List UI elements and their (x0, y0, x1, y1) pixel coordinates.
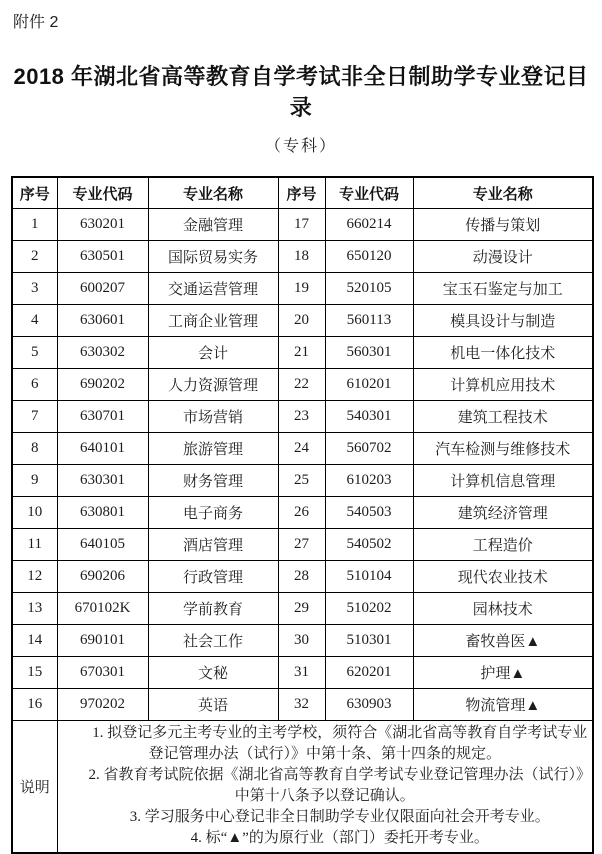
major-code: 690206 (57, 561, 148, 593)
row-number: 2 (12, 241, 57, 273)
major-name: 宝玉石鉴定与加工 (413, 273, 593, 305)
major-code: 610203 (325, 465, 413, 497)
major-name: 行政管理 (148, 561, 278, 593)
table-body (12, 209, 593, 721)
major-name: 财务管理 (148, 465, 278, 497)
notes-label: 说明 (12, 721, 57, 853)
table-row (12, 529, 593, 561)
major-code: 690202 (57, 369, 148, 401)
major-code: 630301 (57, 465, 148, 497)
major-name: 畜牧兽医▲ (413, 625, 593, 657)
row-number: 32 (278, 689, 325, 721)
table-row (12, 657, 593, 689)
row-number: 10 (12, 497, 57, 529)
major-name: 人力资源管理 (148, 369, 278, 401)
row-number: 7 (12, 401, 57, 433)
row-number: 15 (12, 657, 57, 689)
table-row (12, 369, 593, 401)
major-code: 600207 (57, 273, 148, 305)
major-code: 610201 (325, 369, 413, 401)
major-code: 660214 (325, 209, 413, 241)
major-name: 社会工作 (148, 625, 278, 657)
major-name: 计算机应用技术 (413, 369, 593, 401)
row-number: 14 (12, 625, 57, 657)
note-line: 4. 标“▲”的为原行业（部门）委托开考专业。 (190, 830, 489, 847)
header-serial-left: 序号 (12, 177, 57, 209)
major-name: 模具设计与制造 (413, 305, 593, 337)
table-row (12, 625, 593, 657)
notes-row (12, 721, 593, 853)
table-row (12, 273, 593, 305)
table-header-row (12, 177, 593, 209)
major-code: 540503 (325, 497, 413, 529)
major-code: 510104 (325, 561, 413, 593)
major-code: 970202 (57, 689, 148, 721)
major-name: 英语 (148, 689, 278, 721)
table-row (12, 593, 593, 625)
major-code: 630903 (325, 689, 413, 721)
row-number: 22 (278, 369, 325, 401)
major-name: 工商企业管理 (148, 305, 278, 337)
major-code: 630201 (57, 209, 148, 241)
major-code: 630501 (57, 241, 148, 273)
major-name: 金融管理 (148, 209, 278, 241)
major-name: 建筑经济管理 (413, 497, 593, 529)
table-row (12, 689, 593, 721)
major-code: 560702 (325, 433, 413, 465)
table-row (12, 337, 593, 369)
major-name: 学前教育 (148, 593, 278, 625)
row-number: 13 (12, 593, 57, 625)
header-code-right: 专业代码 (325, 177, 413, 209)
row-number: 17 (278, 209, 325, 241)
major-name: 文秘 (148, 657, 278, 689)
row-number: 28 (278, 561, 325, 593)
major-name: 交通运营管理 (148, 273, 278, 305)
note-line: 2. 省教育考试院依据《湖北省高等教育自学考试专业登记管理办法（试行）》中第十八条予以登记确认。 (88, 767, 591, 805)
table-row (12, 241, 593, 273)
row-number: 20 (278, 305, 325, 337)
major-code: 560113 (325, 305, 413, 337)
major-name: 园林技术 (413, 593, 593, 625)
major-name: 酒店管理 (148, 529, 278, 561)
major-code: 630601 (57, 305, 148, 337)
row-number: 27 (278, 529, 325, 561)
header-major-right: 专业名称 (413, 177, 593, 209)
major-name: 汽车检测与维修技术 (413, 433, 593, 465)
majors-table (11, 176, 594, 854)
major-name: 会计 (148, 337, 278, 369)
row-number: 8 (12, 433, 57, 465)
major-code: 560301 (325, 337, 413, 369)
major-code: 650120 (325, 241, 413, 273)
header-code-left: 专业代码 (57, 177, 148, 209)
row-number: 29 (278, 593, 325, 625)
major-name: 市场营销 (148, 401, 278, 433)
major-name: 物流管理▲ (413, 689, 593, 721)
row-number: 9 (12, 465, 57, 497)
major-code: 630302 (57, 337, 148, 369)
row-number: 1 (12, 209, 57, 241)
major-code: 640101 (57, 433, 148, 465)
row-number: 25 (278, 465, 325, 497)
table-row (12, 433, 593, 465)
row-number: 3 (12, 273, 57, 305)
row-number: 18 (278, 241, 325, 273)
major-code: 670301 (57, 657, 148, 689)
major-name: 电子商务 (148, 497, 278, 529)
notes-cell (57, 721, 593, 853)
major-code: 520105 (325, 273, 413, 305)
row-number: 26 (278, 497, 325, 529)
major-name: 国际贸易实务 (148, 241, 278, 273)
row-number: 21 (278, 337, 325, 369)
page-subtitle: （专科） (264, 138, 337, 155)
row-number: 24 (278, 433, 325, 465)
row-number: 30 (278, 625, 325, 657)
row-number: 11 (12, 529, 57, 561)
row-number: 4 (12, 305, 57, 337)
row-number: 5 (12, 337, 57, 369)
table-row (12, 209, 593, 241)
table-row (12, 465, 593, 497)
major-name: 工程造价 (413, 529, 593, 561)
major-name: 传播与策划 (413, 209, 593, 241)
major-name: 护理▲ (413, 657, 593, 689)
major-code: 620201 (325, 657, 413, 689)
major-code: 540502 (325, 529, 413, 561)
major-code: 540301 (325, 401, 413, 433)
major-code: 640105 (57, 529, 148, 561)
attachment-label: 附件 2 (13, 14, 59, 31)
major-name: 计算机信息管理 (413, 465, 593, 497)
major-name: 旅游管理 (148, 433, 278, 465)
note-line: 3. 学习服务中心登记非全日制助学专业仅限面向社会开考专业。 (129, 809, 550, 826)
major-code: 630701 (57, 401, 148, 433)
major-name: 建筑工程技术 (413, 401, 593, 433)
header-serial-right: 序号 (278, 177, 325, 209)
row-number: 12 (12, 561, 57, 593)
major-name: 动漫设计 (413, 241, 593, 273)
row-number: 16 (12, 689, 57, 721)
table-row (12, 401, 593, 433)
major-code: 670102K (57, 593, 148, 625)
table-row (12, 305, 593, 337)
major-code: 690101 (57, 625, 148, 657)
page-title: 2018 年湖北省高等教育自学考试非全日制助学专业登记目录 (13, 64, 589, 120)
table-row (12, 561, 593, 593)
row-number: 6 (12, 369, 57, 401)
note-line: 1. 拟登记多元主考专业的主考学校，须符合《湖北省高等教育自学考试专业登记管理办法（试行）》中第十条、第十四条的规定。 (92, 725, 588, 763)
major-code: 510301 (325, 625, 413, 657)
header-major-left: 专业名称 (148, 177, 278, 209)
major-name: 现代农业技术 (413, 561, 593, 593)
major-code: 510202 (325, 593, 413, 625)
major-name: 机电一体化技术 (413, 337, 593, 369)
row-number: 19 (278, 273, 325, 305)
major-code: 630801 (57, 497, 148, 529)
row-number: 31 (278, 657, 325, 689)
table-row (12, 497, 593, 529)
row-number: 23 (278, 401, 325, 433)
